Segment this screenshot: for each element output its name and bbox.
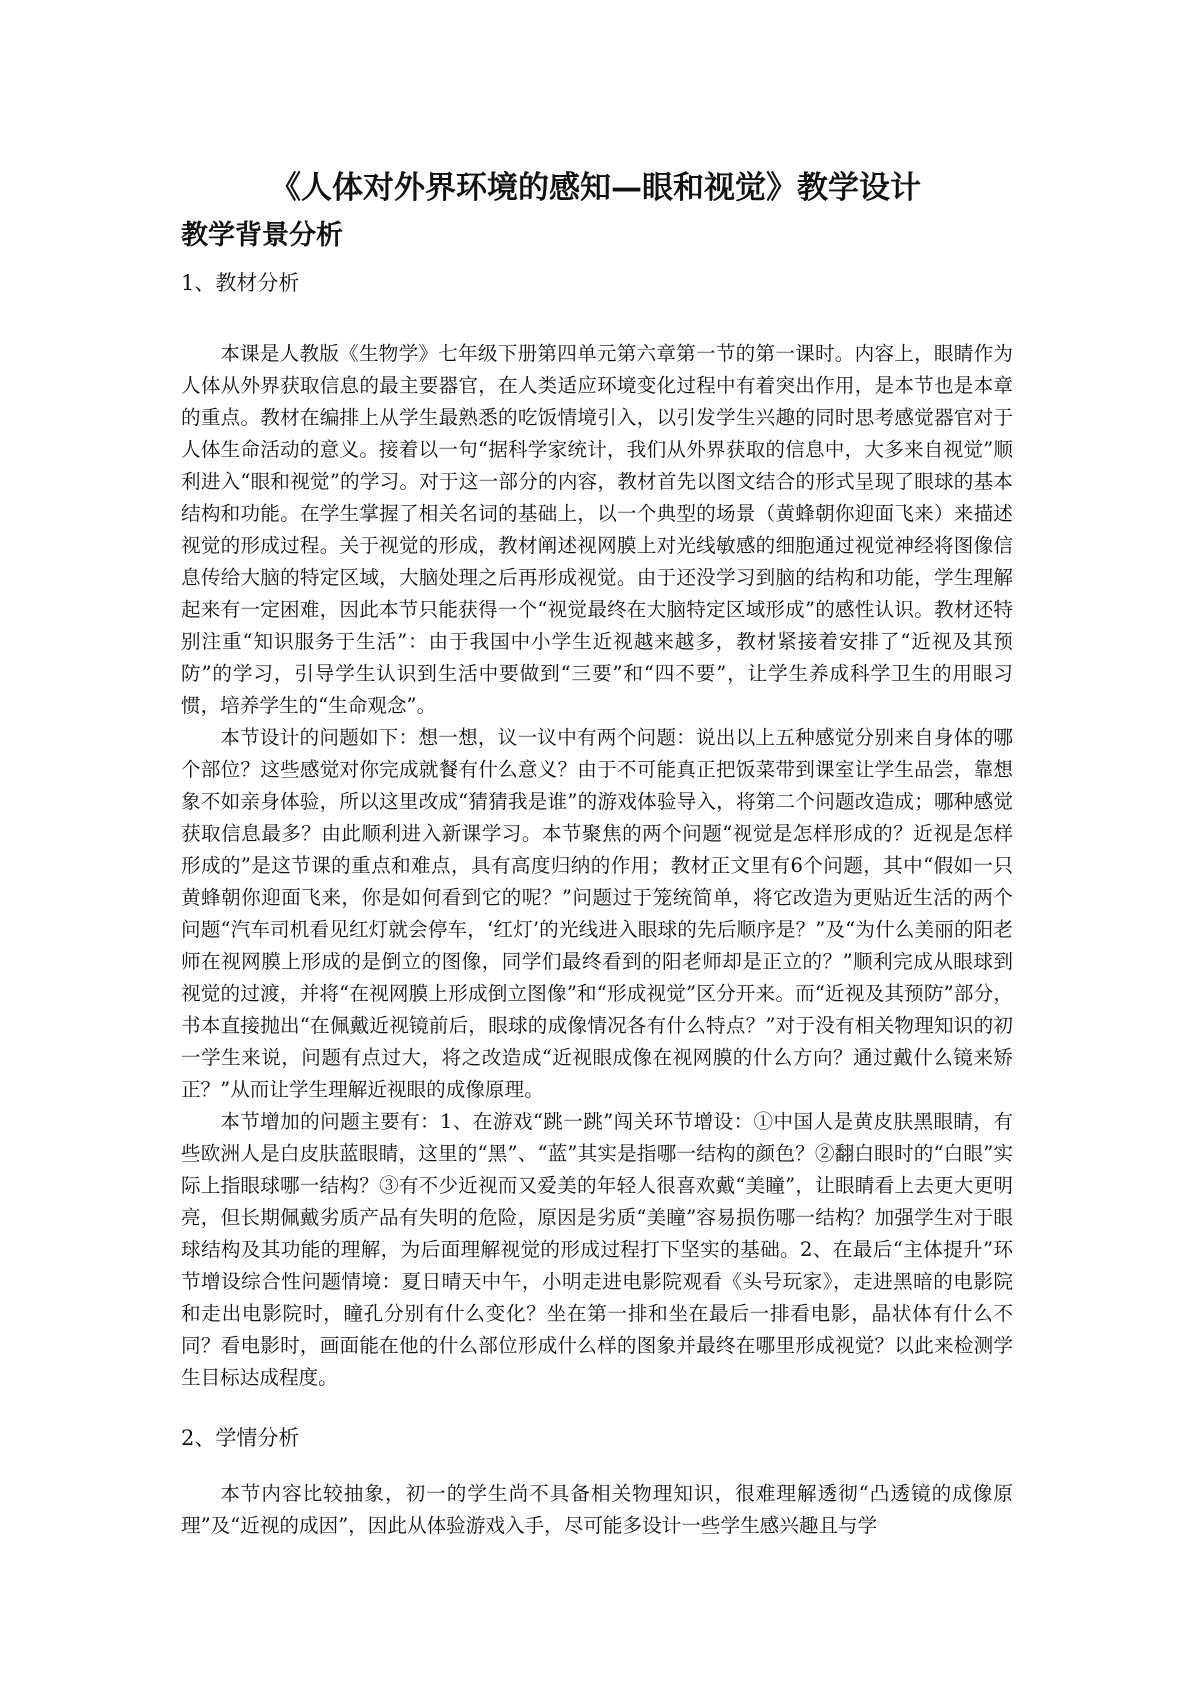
textbook-analysis-body: [181, 338, 1013, 1394]
paragraph: 本节设计的问题如下：想一想，议一议中有两个问题：说出以上五种感觉分别来自身体的哪个部位？这些感觉对你完成就餐有什么意义？由于不可能真正把饭菜带到课室让学生品尝，靠想象不如亲身体验，所以这里改成“猜猜我是谁”的游戏体验导入，将第二个问题改造成；哪种感觉获取信息最多？由此顺利进入新课学习。本节聚焦的两个问题“视觉是怎样形成的？近视是怎样形成的”是这节课的重点和难点，具有高度归纳的作用；教材正文里有6个问题，其中“假如一只黄蜂朝你迎面飞来，你是如何看到它的呢？”问题过于笼统简单，将它改造为更贴近生活的两个问题“汽车司机看见红灯就会停车，‘红灯’的光线进入眼球的先后顺序是？”及“为什么美丽的阳老师在视网膜上形成的是倒立的图像，同学们最终看到的阳老师却是正立的？”顺利完成从眼球到视觉的过渡，并将“在视网膜上形成倒立图像”和“形成视觉”区分开来。而“近视及其预防”部分，书本直接抛出“在佩戴近视镜前后，眼球的成像情况各有什么特点？”对于没有相关物理知识的初一学生来说，问题有点过大，将之改造成“近视眼成像在视网膜的什么方向？通过戴什么镜来矫正？”从而让学生理解近视眼的成像原理。: [181, 726, 1014, 1101]
paragraph: 本课是人教版《生物学》七年级下册第四单元第六章第一节的第一课时。内容上，眼睛作为人体从外界获取信息的最主要器官，在人类适应环境变化过程中有着突出作用，是本节也是本章的重点。教材在编排上从学生最熟悉的吃饭情境引入，以引发学生兴趣的同时思考感觉器官对于人体生命活动的意义。接着以一句“据科学家统计，我们从外界获取的信息中，大多来自视觉”顺利进入“眼和视觉”的学习。对于这一部分的内容，教材首先以图文结合的形式呈现了眼球的基本结构和功能。在学生掌握了相关名词的基础上，以一个典型的场景（黄蜂朝你迎面飞来）来描述视觉的形成过程。关于视觉的形成，教材阐述视网膜上对光线敏感的细胞通过视觉神经将图像信息传给大脑的特定区域，大脑处理之后再形成视觉。由于还没学习到脑的结构和功能，学生理解起来有一定困难，因此本节只能获得一个“视觉最终在大脑特定区域形成”的感性认识。教材还特别注重“知识服务于生活”：由于我国中小学生近视越来越多，教材紧接着安排了“近视及其预防”的学习，引导学生认识到生活中要做到“三要”和“四不要”，让学生养成科学卫生的用眼习惯，培养学生的“生命观念”。: [181, 342, 1013, 717]
document-title: 《人体对外界环境的感知—眼和视觉》教学设计: [270, 170, 921, 206]
subsection-heading-textbook-analysis: 1、教材分析: [181, 271, 300, 295]
student-analysis-body: [181, 1478, 1013, 1542]
paragraph: 本节内容比较抽象，初一的学生尚不具备相关物理知识，很难理解透彻“凸透镜的成像原理”及“近视的成因”，因此从体验游戏入手，尽可能多设计一些学生感兴趣且与学: [181, 1482, 1013, 1537]
section-heading: 教学背景分析: [181, 220, 343, 251]
subsection-heading-student-analysis: 2、学情分析: [181, 1426, 300, 1450]
paragraph: 本节增加的问题主要有：1、在游戏“跳一跳”闯关环节增设：①中国人是黄皮肤黑眼睛，有些欧洲人是白皮肤蓝眼睛，这里的“黑”、“蓝”其实是指哪一结构的颜色？②翻白眼时的“白眼”实际上指眼球哪一结构？③有不少近视而又爱美的年轻人很喜欢戴“美瞳”，让眼睛看上去更大更明亮，但长期佩戴劣质产品有失明的危险，原因是劣质“美瞳”容易损伤哪一结构？加强学生对于眼球结构及其功能的理解，为后面理解视觉的形成过程打下坚实的基础。2、在最后“主体提升”环节增设综合性问题情境：夏日晴天中午，小明走进电影院观看《头号玩家》，走进黑暗的电影院和走出电影院时，瞳孔分别有什么变化？坐在第一排和坐在最后一排看电影，晶状体有什么不同？看电影时，画面能在他的什么部位形成什么样的图象并最终在哪里形成视觉？以此来检测学生目标达成程度。: [181, 1110, 1013, 1389]
